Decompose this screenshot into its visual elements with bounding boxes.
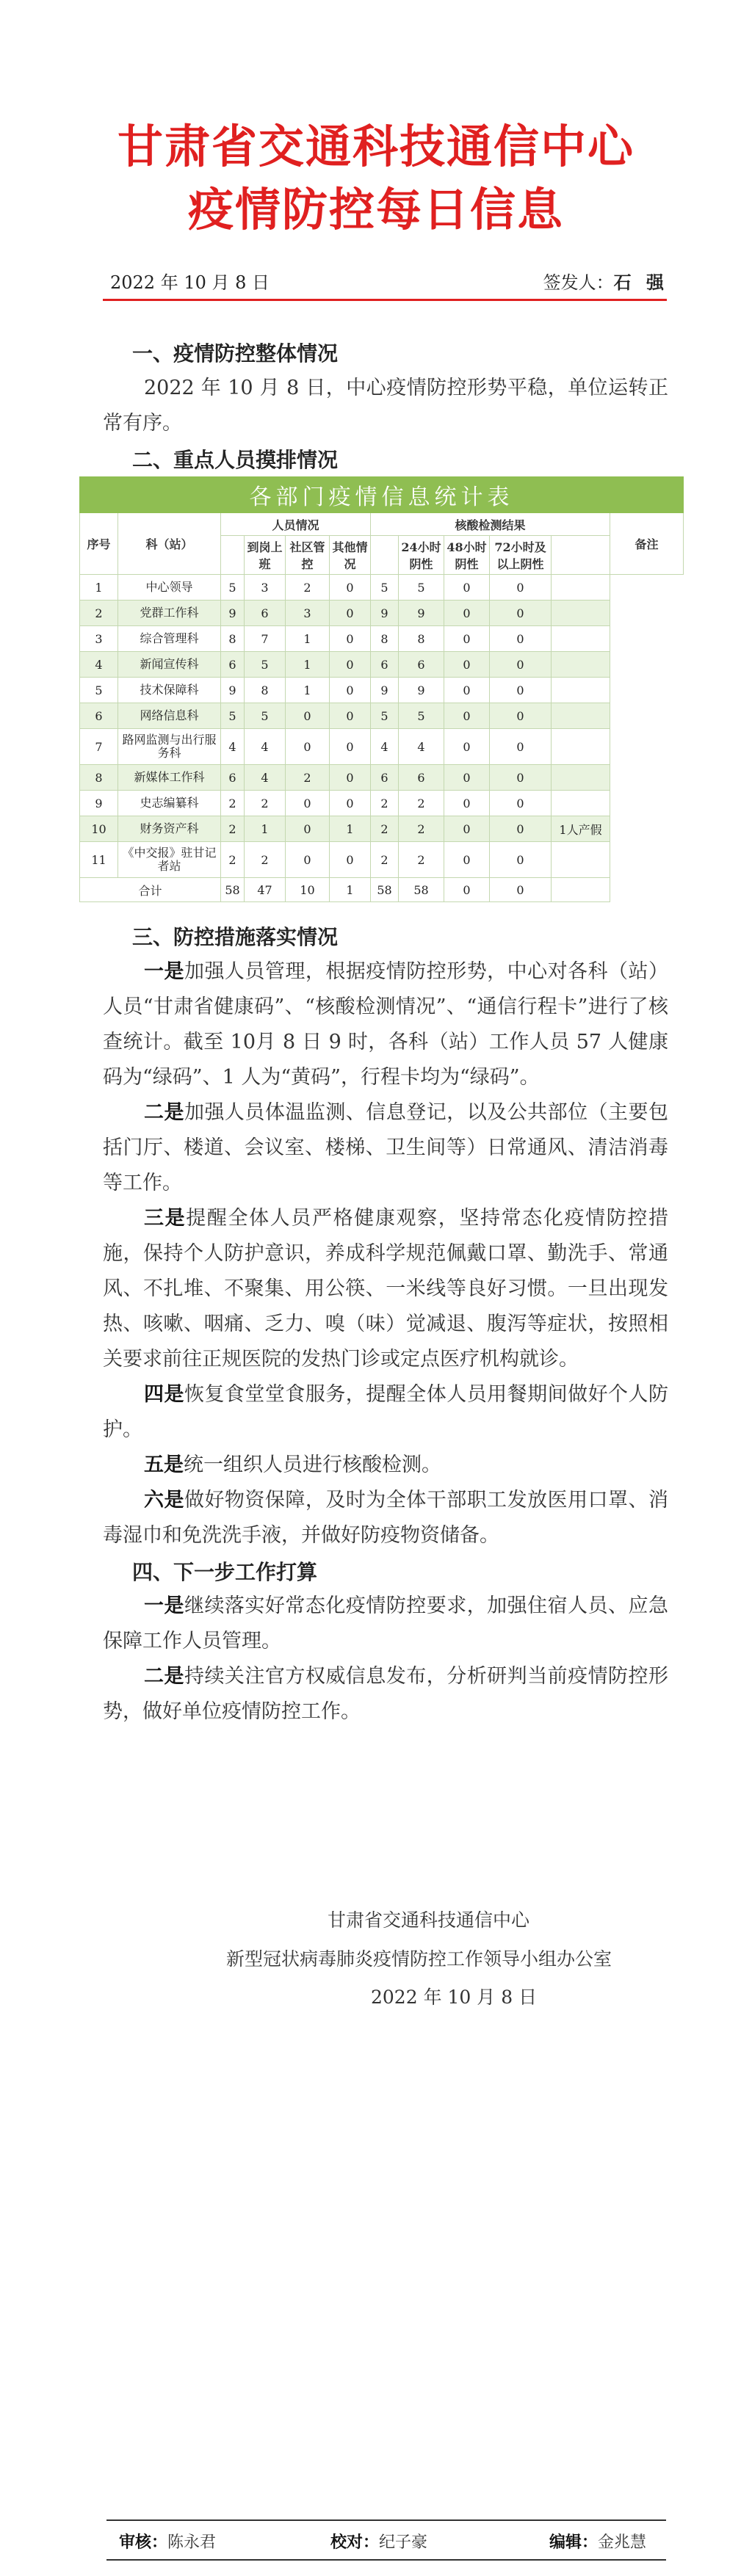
header-48h: 48小时阴性 [444, 536, 490, 575]
para-1-lead: 一是 [144, 960, 184, 983]
header-other: 其他情况 [330, 536, 371, 575]
cell-h72: 0 [490, 575, 552, 601]
reviewer-label: 审核： [119, 2533, 168, 2552]
s4-para-1-text: 继续落实好常态化疫情防控要求，加强住宿人员、应急保障工作人员管理。 [103, 1594, 669, 1652]
total-48h: 0 [444, 878, 490, 902]
cell-onsite: 7 [245, 626, 286, 652]
editor-label: 编辑： [549, 2533, 599, 2552]
cell-total: 2 [221, 791, 245, 816]
cell-no: 5 [80, 678, 118, 703]
cell-note [552, 652, 610, 678]
cell-community: 0 [286, 791, 330, 816]
cell-onsite: 4 [245, 729, 286, 765]
header-24h: 24小时阴性 [399, 536, 444, 575]
cell-other: 0 [330, 765, 371, 791]
cell-h72: 0 [490, 652, 552, 678]
cell-h24: 5 [399, 703, 444, 729]
cell-t-total: 5 [371, 703, 399, 729]
table-row [80, 729, 684, 765]
table-row [80, 816, 684, 842]
cell-no: 7 [80, 729, 118, 765]
editor-name: 金兆慧 [598, 2533, 647, 2552]
footer-date: 2022 年 10 月 8 日 [371, 1987, 538, 2008]
signer-label: 签发人： [543, 272, 614, 293]
cell-onsite: 3 [245, 575, 286, 601]
section-4-para-1 [103, 1589, 668, 1659]
cell-no: 6 [80, 703, 118, 729]
cell-h48: 0 [444, 729, 490, 765]
proofreader-name: 纪子豪 [379, 2533, 428, 2552]
cell-h24: 8 [399, 626, 444, 652]
section-3-para-5 [103, 1448, 668, 1483]
cell-other: 1 [330, 816, 371, 842]
total-24h: 58 [399, 878, 444, 902]
cell-no: 10 [80, 816, 118, 842]
para-2-text: 加强人员体温监测、信息登记，以及公共部位（主要包括门厅、楼道、会议室、楼梯、卫生间等）日常通风、清洁消毒等工作。 [103, 1101, 669, 1194]
cell-t-total: 8 [371, 626, 399, 652]
cell-community: 0 [286, 729, 330, 765]
cell-onsite: 2 [245, 791, 286, 816]
cell-other: 0 [330, 575, 371, 601]
cell-dept: 技术保障科 [118, 678, 221, 703]
cell-total: 9 [221, 678, 245, 703]
cell-h24: 2 [399, 816, 444, 842]
para-1-text: 加强人员管理，根据疫情防控形势，中心对各科（站）人员“甘肃省健康码”、“核酸检测情况”、“通信行程卡”进行了核查统计。截至 10月 8 日 9 时，各科（站）工作人员 57 人健康码为“绿码”、1 人为“黄码”，行程卡均为“绿码”。 [103, 960, 669, 1089]
section-3-para-6 [103, 1483, 668, 1553]
para-6-lead: 六是 [144, 1489, 184, 1512]
cell-t-total: 2 [371, 842, 399, 878]
cell-h24: 9 [399, 601, 444, 626]
table-row [80, 626, 684, 652]
cell-total: 2 [221, 842, 245, 878]
cell-no: 2 [80, 601, 118, 626]
section-1-text: 2022 年 10 月 8 日，中心疫情防控形势平稳，单位运转正常有序。 [103, 377, 668, 435]
cell-h72: 0 [490, 729, 552, 765]
cell-onsite: 8 [245, 678, 286, 703]
s4-para-1-lead: 一是 [144, 1594, 184, 1617]
cell-onsite: 4 [245, 765, 286, 791]
proofreader-label: 校对： [330, 2533, 380, 2552]
cell-h24: 2 [399, 842, 444, 878]
header-note: 备注 [610, 513, 684, 575]
cell-community: 0 [286, 816, 330, 842]
cell-dept: 新闻宣传科 [118, 652, 221, 678]
total-72h: 0 [490, 878, 552, 902]
issue-date: 2022 年 10 月 8 日 [110, 272, 270, 293]
cell-h72: 0 [490, 765, 552, 791]
cell-h72: 0 [490, 678, 552, 703]
table-row [80, 703, 684, 729]
para-6-text: 做好物资保障，及时为全体干部职工发放医用口罩、消毒湿巾和免洗洗手液，并做好防疫物资储备。 [103, 1489, 669, 1547]
cell-community: 1 [286, 652, 330, 678]
cell-dept: 史志编纂科 [118, 791, 221, 816]
header-community: 社区管控 [286, 536, 330, 575]
cell-h24: 6 [399, 652, 444, 678]
cell-dept: 路网监测与出行服务科 [118, 729, 221, 765]
cell-other: 0 [330, 652, 371, 678]
doc-title-line1: 甘肃省交通科技通信中心 [117, 120, 634, 173]
cell-h72: 0 [490, 842, 552, 878]
cell-other: 0 [330, 678, 371, 703]
header-72h: 72小时及以上阴性 [490, 536, 552, 575]
s4-para-2-lead: 二是 [144, 1665, 184, 1688]
cell-t-total: 9 [371, 601, 399, 626]
header-onsite: 到岗上班 [245, 536, 286, 575]
cell-community: 0 [286, 842, 330, 878]
para-2-lead: 二是 [144, 1101, 184, 1124]
cell-h24: 4 [399, 729, 444, 765]
cell-no: 1 [80, 575, 118, 601]
section-2-heading: 二、重点人员摸排情况 [132, 448, 339, 472]
cell-total: 6 [221, 652, 245, 678]
doc-meta [110, 268, 668, 297]
editor [549, 2530, 646, 2553]
cell-h48: 0 [444, 765, 490, 791]
cell-h24: 9 [399, 678, 444, 703]
cell-note [552, 842, 610, 878]
cell-community: 1 [286, 678, 330, 703]
cell-dept: 财务资产科 [118, 816, 221, 842]
section-3-para-1 [103, 954, 668, 1095]
cell-note [552, 626, 610, 652]
para-4-text: 恢复食堂堂食服务，提醒全体人员用餐期间做好个人防护。 [103, 1383, 669, 1441]
table-row [80, 791, 684, 816]
cell-note [552, 575, 610, 601]
cell-note [552, 678, 610, 703]
section-4-heading: 四、下一步工作打算 [132, 1560, 318, 1584]
cell-t-total: 4 [371, 729, 399, 765]
footer-divider-bottom [106, 2559, 666, 2561]
total-tested: 58 [371, 878, 399, 902]
cell-h24: 2 [399, 791, 444, 816]
cell-total: 6 [221, 765, 245, 791]
cell-total: 4 [221, 729, 245, 765]
total-label: 合计 [80, 878, 221, 902]
cell-t-total: 6 [371, 652, 399, 678]
table-row [80, 842, 684, 878]
footer-divider-top [106, 2519, 666, 2521]
cell-t-total: 2 [371, 816, 399, 842]
total-other: 1 [330, 878, 371, 902]
header-staff-group: 人员情况 [221, 513, 371, 536]
cell-h48: 0 [444, 703, 490, 729]
table-row [80, 765, 684, 791]
header-no: 序号 [80, 513, 118, 575]
cell-t-total: 5 [371, 575, 399, 601]
cell-h24: 5 [399, 575, 444, 601]
cell-h48: 0 [444, 842, 490, 878]
cell-total: 8 [221, 626, 245, 652]
cell-other: 0 [330, 842, 371, 878]
table-caption: 各部门疫情信息统计表 [80, 477, 684, 513]
cell-note: 1人产假 [552, 816, 610, 842]
cell-note [552, 791, 610, 816]
cell-h72: 0 [490, 703, 552, 729]
doc-title-line2: 疫情防控每日信息 [187, 183, 564, 236]
signer-name: 石 强 [613, 272, 668, 293]
cell-total: 5 [221, 575, 245, 601]
cell-note [552, 729, 610, 765]
reviewer-name: 陈永君 [167, 2533, 217, 2552]
cell-h48: 0 [444, 575, 490, 601]
header-dept: 科（站） [118, 513, 221, 575]
section-3-para-4 [103, 1377, 668, 1448]
cell-note [552, 601, 610, 626]
cell-dept: 《中交报》驻甘记者站 [118, 842, 221, 878]
para-3-lead: 三是 [144, 1207, 187, 1230]
table-row-total [80, 878, 684, 902]
cell-total: 2 [221, 816, 245, 842]
para-5-text: 统一组织人员进行核酸检测。 [184, 1454, 441, 1476]
header-test-total [371, 536, 399, 575]
cell-dept: 综合管理科 [118, 626, 221, 652]
cell-community: 1 [286, 626, 330, 652]
s4-para-2-text: 持续关注官方权威信息发布，分析研判当前疫情防控形势，做好单位疫情防控工作。 [103, 1665, 669, 1723]
cell-community: 2 [286, 575, 330, 601]
cell-dept: 新媒体工作科 [118, 765, 221, 791]
cell-other: 0 [330, 729, 371, 765]
cell-h24: 6 [399, 765, 444, 791]
cell-other: 0 [330, 791, 371, 816]
cell-t-total: 6 [371, 765, 399, 791]
cell-no: 9 [80, 791, 118, 816]
cell-no: 11 [80, 842, 118, 878]
cell-other: 0 [330, 703, 371, 729]
table-row [80, 652, 684, 678]
header-divider [103, 299, 667, 301]
footer-org-name: 甘肃省交通科技通信中心 [328, 1909, 530, 1931]
cell-onsite: 5 [245, 652, 286, 678]
para-4-lead: 四是 [144, 1383, 184, 1406]
cell-onsite: 5 [245, 703, 286, 729]
cell-other: 0 [330, 626, 371, 652]
cell-t-total: 2 [371, 791, 399, 816]
header-test-group: 核酸检测结果 [371, 513, 610, 536]
cell-onsite: 2 [245, 842, 286, 878]
total-community: 10 [286, 878, 330, 902]
cell-total: 5 [221, 703, 245, 729]
section-3-para-2 [103, 1095, 668, 1201]
reviewer [119, 2530, 216, 2553]
total-onsite: 47 [245, 878, 286, 902]
total-staff: 58 [221, 878, 245, 902]
cell-no: 8 [80, 765, 118, 791]
cell-h72: 0 [490, 626, 552, 652]
cell-other: 0 [330, 601, 371, 626]
cell-dept: 中心领导 [118, 575, 221, 601]
cell-total: 9 [221, 601, 245, 626]
cell-community: 0 [286, 703, 330, 729]
cell-h72: 0 [490, 601, 552, 626]
cell-dept: 网络信息科 [118, 703, 221, 729]
cell-t-total: 9 [371, 678, 399, 703]
cell-community: 3 [286, 601, 330, 626]
cell-note [552, 703, 610, 729]
signer [543, 268, 668, 294]
total-note [552, 878, 610, 902]
cell-h48: 0 [444, 816, 490, 842]
cell-h48: 0 [444, 652, 490, 678]
cell-h48: 0 [444, 791, 490, 816]
table-row [80, 601, 684, 626]
cell-no: 4 [80, 652, 118, 678]
section-4-para-2 [103, 1659, 668, 1730]
cell-h48: 0 [444, 678, 490, 703]
cell-onsite: 1 [245, 816, 286, 842]
cell-h48: 0 [444, 601, 490, 626]
dept-stats-table [79, 476, 684, 902]
footer-office-name: 新型冠状病毒肺炎疫情防控工作领导小组办公室 [226, 1948, 612, 1970]
section-3-para-3 [103, 1201, 668, 1377]
cell-no: 3 [80, 626, 118, 652]
cell-h72: 0 [490, 791, 552, 816]
proofreader [330, 2530, 427, 2553]
cell-note [552, 765, 610, 791]
cell-community: 2 [286, 765, 330, 791]
table-row [80, 575, 684, 601]
cell-onsite: 6 [245, 601, 286, 626]
header-staff-total [221, 536, 245, 575]
cell-dept: 党群工作科 [118, 601, 221, 626]
section-3-heading: 三、防控措施落实情况 [132, 925, 339, 949]
cell-h48: 0 [444, 626, 490, 652]
cell-h72: 0 [490, 816, 552, 842]
para-5-lead: 五是 [144, 1454, 184, 1476]
para-3-text: 提醒全体人员严格健康观察，坚持常态化疫情防控措施，保持个人防护意识，养成科学规范佩戴口罩、勤洗手、常通风、不扎堆、不聚集、用公筷、一米线等良好习惯。一旦出现发热、咳嗽、咽痛、乏力、嗅（味）觉减退、腹泻等症状，按照相关要求前往正规医院的发热门诊或定点医疗机构就诊。 [103, 1207, 668, 1371]
section-1-heading: 一、疫情防控整体情况 [132, 341, 339, 366]
table-row [80, 678, 684, 703]
